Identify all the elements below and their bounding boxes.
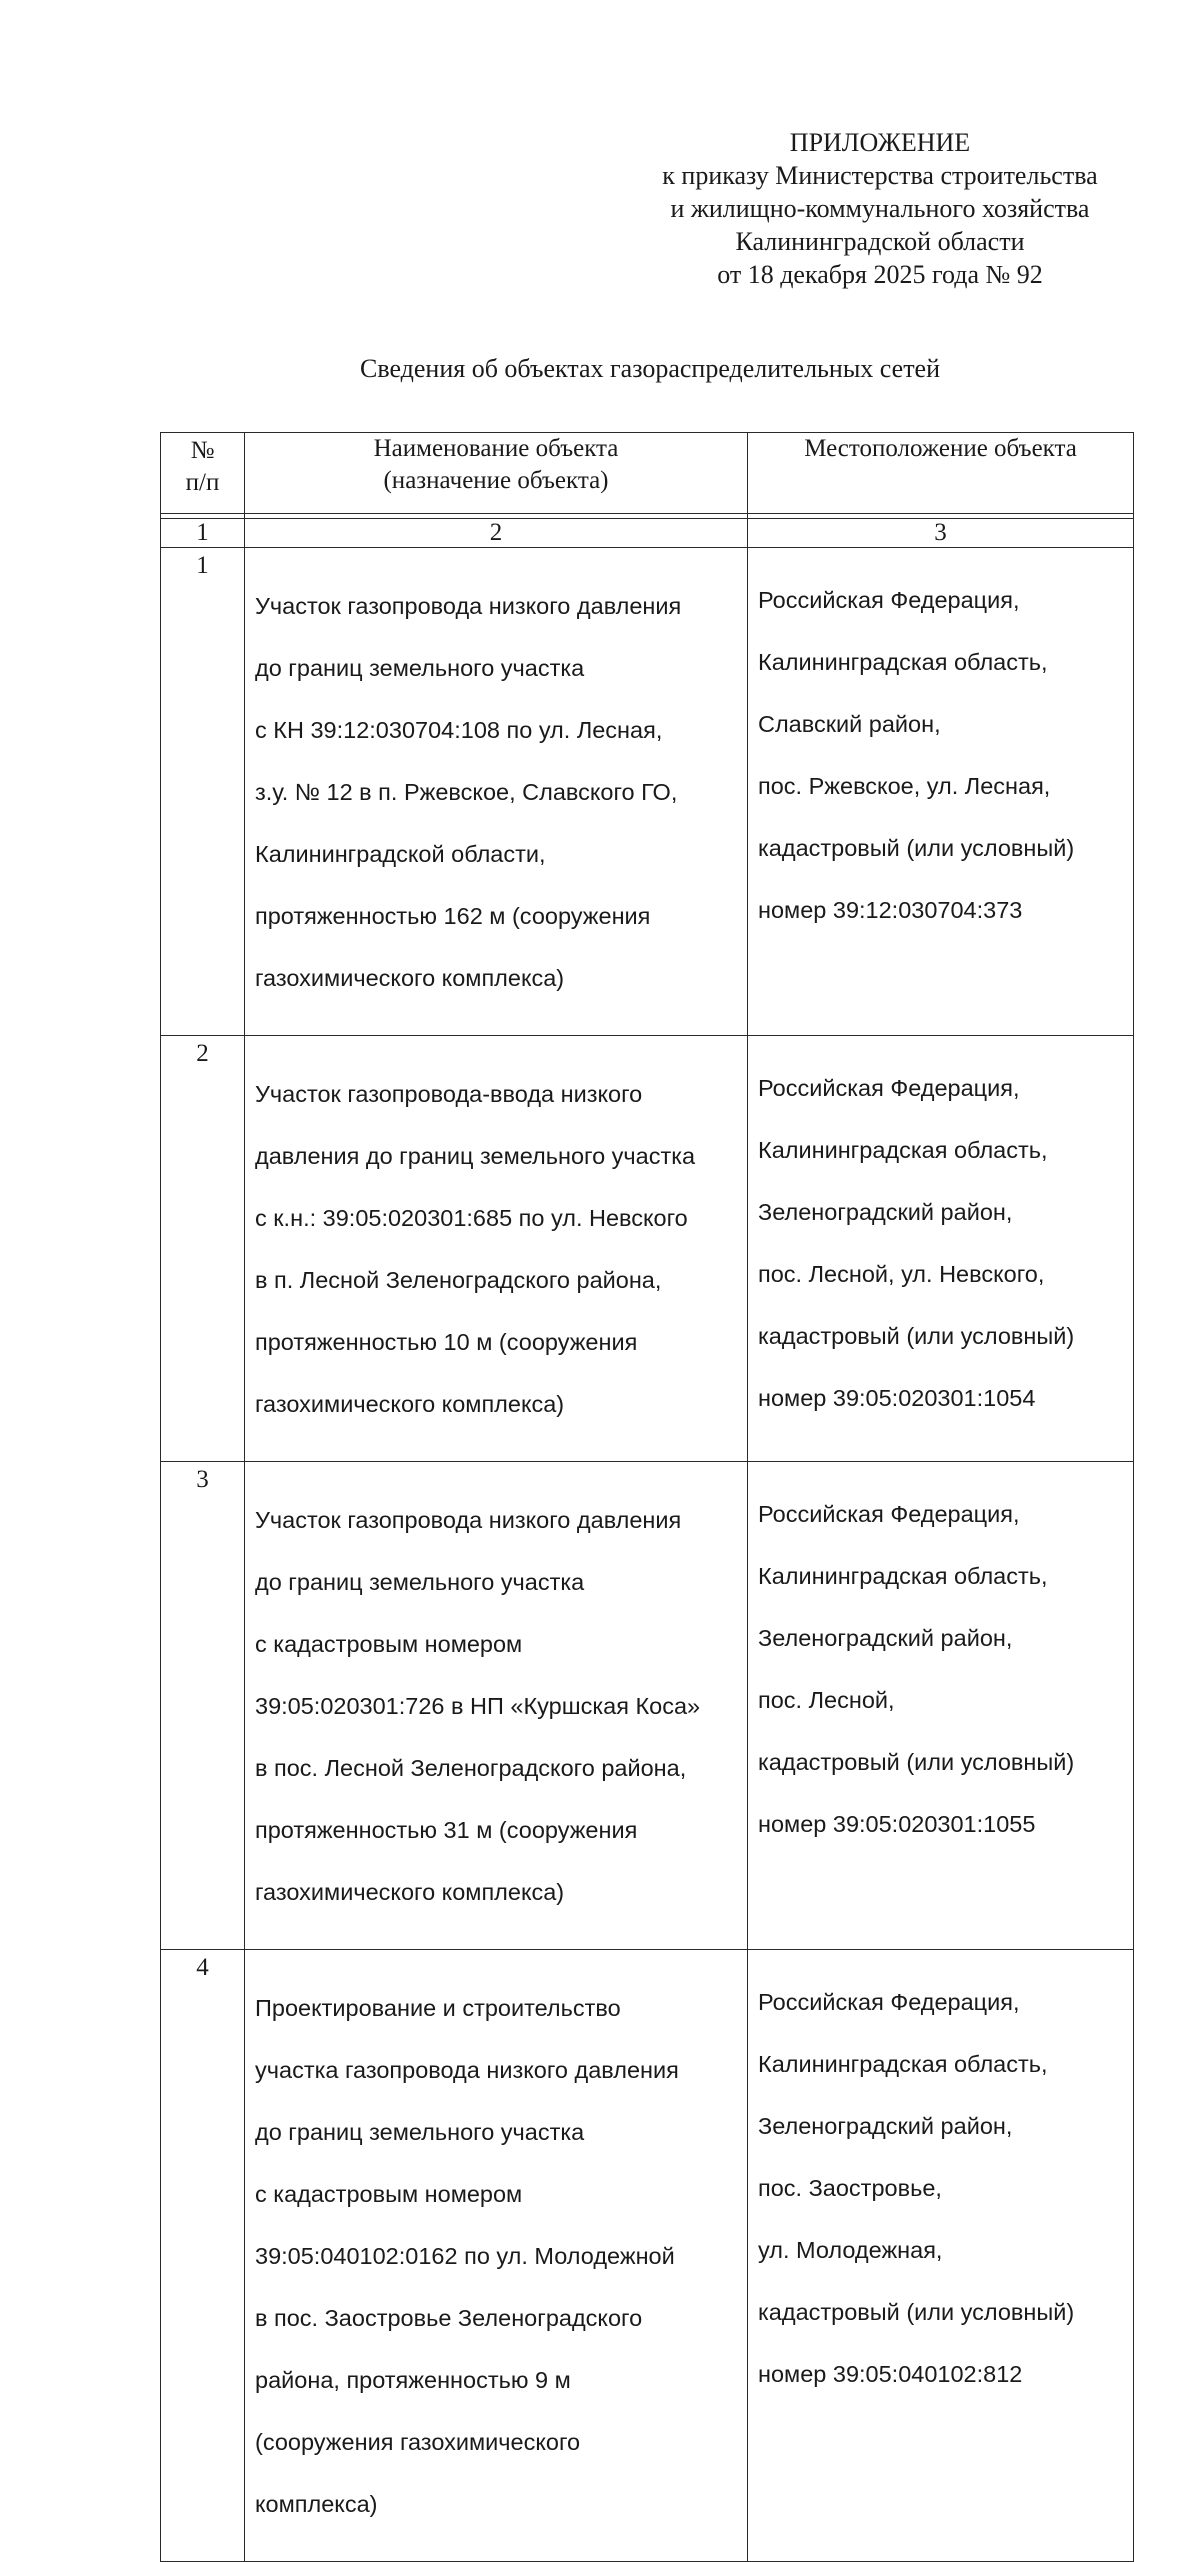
object-location-line: Калининградская область, (758, 1137, 1048, 1163)
object-name-line: Калининградской области, (255, 841, 546, 867)
row-number: 1 (161, 548, 245, 1036)
object-name (245, 548, 748, 1036)
object-name-line: с КН 39:12:030704:108 по ул. Лесная, (255, 717, 663, 743)
object-name-line: с кадастровым номером (255, 2181, 523, 2207)
object-name-line: Участок газопровода низкого давления (255, 1507, 682, 1533)
header-object-location (748, 433, 1134, 514)
object-name-line: комплекса) (255, 2491, 378, 2517)
table-row (161, 1462, 1134, 1950)
column-number: 1 (161, 519, 245, 548)
object-location-line: Зеленоградский район, (758, 2113, 1013, 2139)
column-number-row (161, 519, 1134, 548)
object-name-line: протяженностью 31 м (сооружения (255, 1817, 638, 1843)
object-location-line: пос. Ржевское, ул. Лесная, (758, 773, 1051, 799)
object-name-line: в п. Лесной Зеленоградского района, (255, 1267, 662, 1293)
table-row (161, 548, 1134, 1036)
object-name-line: газохимического комплекса) (255, 1391, 565, 1417)
object-name-line: давления до границ земельного участка (255, 1143, 696, 1169)
object-name-line: до границ земельного участка (255, 2119, 585, 2145)
appendix-title: ПРИЛОЖЕНИЕ (789, 128, 971, 157)
object-location-line: кадастровый (или условный) (758, 1749, 1075, 1775)
document-title: Сведения об объектах газораспределительных сетей (359, 354, 941, 383)
object-location-line: Калининградская область, (758, 649, 1048, 675)
header-location-line: Местоположение объекта (804, 435, 1077, 462)
object-location-line: Калининградская область, (758, 1563, 1048, 1589)
object-location-line: ул. Молодежная, (758, 2237, 943, 2263)
appendix-line: Калининградской области (735, 227, 1025, 256)
object-location-line: номер 39:05:020301:1054 (758, 1385, 1036, 1411)
object-name-line: района, протяженностью 9 м (255, 2367, 571, 2393)
object-name-line: до границ земельного участка (255, 655, 585, 681)
appendix-header (620, 126, 1140, 291)
object-location-line: Российская Федерация, (758, 587, 1020, 613)
object-location (748, 548, 1134, 1036)
object-location-line: Славский район, (758, 711, 941, 737)
object-name (245, 1036, 748, 1462)
header-number-line: п/п (185, 469, 220, 496)
object-name-line: с кадастровым номером (255, 1631, 523, 1657)
object-location (748, 1462, 1134, 1950)
object-name-line: Участок газопровода низкого давления (255, 593, 682, 619)
object-location-line: Калининградская область, (758, 2051, 1048, 2077)
column-number: 2 (245, 519, 748, 548)
appendix-line: к приказу Министерства строительства (662, 161, 1098, 190)
object-name-line: газохимического комплекса) (255, 965, 565, 991)
row-number: 3 (161, 1462, 245, 1950)
object-name (245, 1950, 748, 2562)
object-name-line: з.у. № 12 в п. Ржевское, Славского ГО, (255, 779, 678, 805)
object-location (748, 1950, 1134, 2562)
object-location-line: Российская Федерация, (758, 1989, 1020, 2015)
objects-table (160, 432, 1134, 2562)
appendix-date: от 18 декабря 2025 года № 92 (717, 260, 1043, 289)
header-name-line: (назначение объекта) (383, 467, 609, 494)
object-location-line: кадастровый (или условный) (758, 2299, 1075, 2325)
object-name-line: до границ земельного участка (255, 1569, 585, 1595)
object-name-line: газохимического комплекса) (255, 1879, 565, 1905)
object-location-line: кадастровый (или условный) (758, 1323, 1075, 1349)
object-location-line: Зеленоградский район, (758, 1625, 1013, 1651)
row-number: 2 (161, 1036, 245, 1462)
object-name (245, 1462, 748, 1950)
header-object-name (245, 433, 748, 514)
object-name-line: в пос. Заостровье Зеленоградского (255, 2305, 643, 2331)
object-location-line: номер 39:12:030704:373 (758, 897, 1023, 923)
object-name-line: протяженностью 162 м (сооружения (255, 903, 651, 929)
object-name-line: 39:05:020301:726 в НП «Куршская Коса» (255, 1693, 701, 1719)
object-location-line: кадастровый (или условный) (758, 835, 1075, 861)
object-location-line: Зеленоградский район, (758, 1199, 1013, 1225)
table-row (161, 1036, 1134, 1462)
column-number: 3 (748, 519, 1134, 548)
table-header-row (161, 433, 1134, 514)
object-name-line: с к.н.: 39:05:020301:685 по ул. Невского (255, 1205, 688, 1231)
object-name-line: протяженностью 10 м (сооружения (255, 1329, 638, 1355)
object-location-line: пос. Лесной, (758, 1687, 895, 1713)
appendix-line: и жилищно-коммунального хозяйства (670, 194, 1090, 223)
object-name-line: (сооружения газохимического (255, 2429, 581, 2455)
object-location (748, 1036, 1134, 1462)
object-location-line: Российская Федерация, (758, 1501, 1020, 1527)
object-name-line: Участок газопровода-ввода низкого (255, 1081, 643, 1107)
header-number-line: № (190, 437, 215, 464)
object-location-line: номер 39:05:040102:812 (758, 2361, 1023, 2387)
object-location-line: номер 39:05:020301:1055 (758, 1811, 1036, 1837)
header-name-line: Наименование объекта (373, 435, 619, 462)
object-name-line: Проектирование и строительство (255, 1995, 621, 2021)
header-number (161, 433, 245, 514)
object-name-line: в пос. Лесной Зеленоградского района, (255, 1755, 687, 1781)
object-location-line: пос. Лесной, ул. Невского, (758, 1261, 1045, 1287)
table-row (161, 1950, 1134, 2562)
object-name-line: участка газопровода низкого давления (255, 2057, 679, 2083)
object-location-line: пос. Заостровье, (758, 2175, 942, 2201)
row-number: 4 (161, 1950, 245, 2562)
object-name-line: 39:05:040102:0162 по ул. Молодежной (255, 2243, 675, 2269)
object-location-line: Российская Федерация, (758, 1075, 1020, 1101)
